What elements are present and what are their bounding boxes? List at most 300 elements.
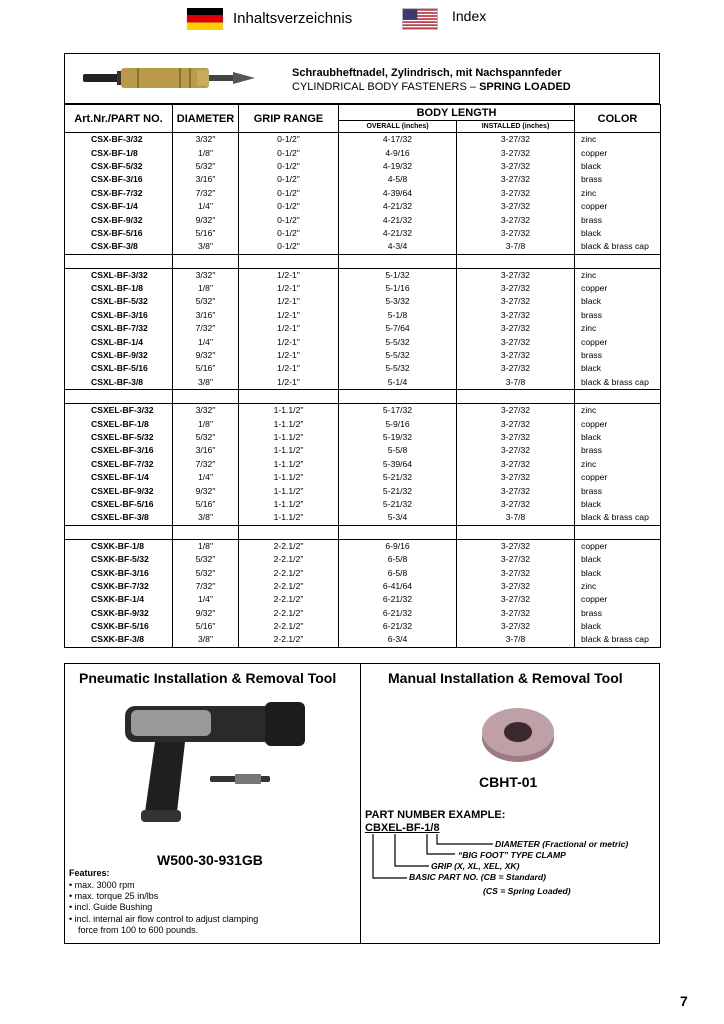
tools-section [64, 663, 660, 944]
separator-cell [339, 390, 457, 404]
grip-range-cell: 1/2-1" [239, 282, 339, 295]
part-no-cell: CSXL-BF-7/32 [65, 322, 173, 335]
inhaltsverzeichnis-link[interactable]: Inhaltsverzeichnis [233, 10, 353, 27]
grip-range-cell: 0-1/2" [239, 240, 339, 254]
installed-cell: 3-27/32 [457, 146, 575, 159]
part-no-cell: CSXK-BF-7/32 [65, 580, 173, 593]
separator-cell [339, 254, 457, 268]
installed-cell: 3-27/32 [457, 566, 575, 579]
installed-cell: 3-7/8 [457, 511, 575, 525]
part-no-cell: CSXK-BF-1/4 [65, 593, 173, 606]
overall-cell: 4-9/16 [339, 146, 457, 159]
color-cell: copper [575, 200, 661, 213]
diameter-cell: 7/32" [173, 580, 239, 593]
color-cell: zinc [575, 322, 661, 335]
overall-cell: 5-5/32 [339, 349, 457, 362]
example-line-clamp: “BIG FOOT” TYPE CLAMP [458, 850, 566, 860]
page-number: 7 [680, 993, 688, 1009]
grip-range-cell: 0-1/2" [239, 173, 339, 186]
overall-cell: 4-39/64 [339, 187, 457, 200]
grip-range-cell: 2-2.1/2" [239, 607, 339, 620]
diameter-cell: 1/4" [173, 593, 239, 606]
diameter-cell: 5/32" [173, 566, 239, 579]
diameter-cell: 9/32" [173, 484, 239, 497]
table-row [65, 539, 661, 553]
features-list [69, 880, 258, 936]
color-cell: copper [575, 282, 661, 295]
grip-range-cell: 1/2-1" [239, 309, 339, 322]
overall-cell: 5-21/32 [339, 471, 457, 484]
manual-tool-title: Manual Installation & Removal Tool [388, 670, 623, 686]
overall-cell: 6-3/4 [339, 633, 457, 647]
table-row [65, 187, 661, 200]
overall-cell: 6-41/64 [339, 580, 457, 593]
table-row [65, 471, 661, 484]
separator-cell [239, 525, 339, 539]
grip-range-cell: 2-2.1/2" [239, 633, 339, 647]
part-no-cell: CSXK-BF-1/8 [65, 539, 173, 553]
table-row [65, 633, 661, 647]
diameter-cell: 9/32" [173, 349, 239, 362]
feature-item: • incl. Guide Bushing [69, 902, 258, 913]
overall-cell: 4-19/32 [339, 160, 457, 173]
installed-cell: 3-27/32 [457, 160, 575, 173]
table-row [65, 417, 661, 430]
grip-range-cell: 1-1.1/2" [239, 484, 339, 497]
separator-cell [173, 254, 239, 268]
part-no-cell: CSXL-BF-1/4 [65, 335, 173, 348]
grip-range-cell: 1/2-1" [239, 295, 339, 308]
color-cell: black & brass cap [575, 511, 661, 525]
fastener-image [79, 62, 269, 94]
color-cell: zinc [575, 187, 661, 200]
feature-item: • max. torque 25 in/lbs [69, 891, 258, 902]
part-no-cell: CSXEL-BF-1/8 [65, 417, 173, 430]
installed-cell: 3-7/8 [457, 240, 575, 254]
grip-range-cell: 1/2-1" [239, 322, 339, 335]
group-separator [65, 390, 661, 404]
diameter-cell: 1/4" [173, 200, 239, 213]
table-row [65, 173, 661, 186]
color-cell: brass [575, 213, 661, 226]
part-no-cell: CSXL-BF-3/16 [65, 309, 173, 322]
overall-cell: 4-17/32 [339, 133, 457, 147]
grip-range-cell: 1-1.1/2" [239, 444, 339, 457]
grip-range-cell: 2-2.1/2" [239, 539, 339, 553]
grip-range-cell: 1-1.1/2" [239, 404, 339, 418]
diameter-cell: 7/32" [173, 458, 239, 471]
diameter-cell: 3/16" [173, 173, 239, 186]
pneumatic-tool-image [115, 692, 315, 842]
table-row [65, 580, 661, 593]
features-heading: Features: [69, 868, 110, 878]
color-cell: black [575, 498, 661, 511]
diameter-cell: 5/16" [173, 620, 239, 633]
separator-cell [65, 390, 173, 404]
diameter-cell: 9/32" [173, 607, 239, 620]
separator-cell [65, 254, 173, 268]
part-no-cell: CSXK-BF-3/16 [65, 566, 173, 579]
table-row [65, 309, 661, 322]
product-header [64, 53, 660, 104]
grip-range-cell: 2-2.1/2" [239, 620, 339, 633]
grip-range-cell: 1/2-1" [239, 362, 339, 375]
overall-cell: 4-21/32 [339, 213, 457, 226]
part-no-cell: CSXEL-BF-9/32 [65, 484, 173, 497]
title-english: CYLINDRICAL BODY FASTENERS – SPRING LOADED [292, 81, 571, 93]
table-row [65, 404, 661, 418]
installed-cell: 3-27/32 [457, 173, 575, 186]
table-row [65, 349, 661, 362]
part-no-cell: CSXK-BF-5/32 [65, 553, 173, 566]
overall-cell: 5-1/8 [339, 309, 457, 322]
diameter-cell: 3/32" [173, 404, 239, 418]
feature-item: • incl. internal air flow control to adjust clamping [69, 914, 258, 925]
overall-cell: 5-5/8 [339, 444, 457, 457]
installed-cell: 3-27/32 [457, 309, 575, 322]
overall-cell: 6-5/8 [339, 553, 457, 566]
separator-cell [65, 525, 173, 539]
separator-cell [339, 525, 457, 539]
part-no-cell: CSX-BF-1/8 [65, 146, 173, 159]
diameter-cell: 3/8" [173, 376, 239, 390]
part-no-cell: CSX-BF-1/4 [65, 200, 173, 213]
diameter-cell: 3/16" [173, 309, 239, 322]
diameter-cell: 1/8" [173, 417, 239, 430]
color-cell: copper [575, 593, 661, 606]
overall-cell: 5-5/32 [339, 362, 457, 375]
installed-cell: 3-27/32 [457, 335, 575, 348]
top-nav [0, 6, 724, 32]
example-line-grip: GRIP (X, XL, XEL, XK) [431, 861, 520, 871]
color-cell: black [575, 160, 661, 173]
installed-cell: 3-27/32 [457, 620, 575, 633]
overall-cell: 5-19/32 [339, 431, 457, 444]
overall-cell: 5-1/16 [339, 282, 457, 295]
overall-cell: 5-3/4 [339, 511, 457, 525]
title-german: Schraubheftnadel, Zylindrisch, mit Nachspannfeder [292, 67, 562, 79]
grip-range-cell: 1-1.1/2" [239, 417, 339, 430]
part-no-cell: CSX-BF-9/32 [65, 213, 173, 226]
overall-cell: 5-3/32 [339, 295, 457, 308]
installed-cell: 3-27/32 [457, 580, 575, 593]
grip-range-cell: 0-1/2" [239, 187, 339, 200]
overall-cell: 6-21/32 [339, 593, 457, 606]
overall-cell: 6-21/32 [339, 620, 457, 633]
color-cell: copper [575, 335, 661, 348]
manual-part-number: CBHT-01 [479, 774, 538, 790]
overall-cell: 4-21/32 [339, 227, 457, 240]
table-row [65, 282, 661, 295]
part-no-cell: CSX-BF-5/32 [65, 160, 173, 173]
diameter-cell: 7/32" [173, 322, 239, 335]
installed-cell: 3-7/8 [457, 376, 575, 390]
color-cell: brass [575, 309, 661, 322]
diameter-cell: 1/8" [173, 146, 239, 159]
overall-cell: 6-21/32 [339, 607, 457, 620]
diameter-cell: 3/32" [173, 133, 239, 147]
grip-range-cell: 2-2.1/2" [239, 566, 339, 579]
separator-cell [575, 254, 661, 268]
table-row [65, 133, 661, 147]
table-row [65, 240, 661, 254]
parts-table-body [65, 133, 661, 648]
diameter-cell: 9/32" [173, 213, 239, 226]
table-row [65, 146, 661, 159]
table-row [65, 227, 661, 240]
grip-range-cell: 1-1.1/2" [239, 471, 339, 484]
table-row [65, 566, 661, 579]
installed-cell: 3-27/32 [457, 200, 575, 213]
color-cell: black [575, 553, 661, 566]
header-title [292, 66, 571, 94]
overall-cell: 4-5/8 [339, 173, 457, 186]
diameter-cell: 7/32" [173, 187, 239, 200]
installed-cell: 3-27/32 [457, 322, 575, 335]
part-no-cell: CSX-BF-3/16 [65, 173, 173, 186]
overall-cell: 5-21/32 [339, 484, 457, 497]
manual-tool-image [469, 700, 567, 768]
diameter-cell: 1/8" [173, 282, 239, 295]
part-no-cell: CSX-BF-3/8 [65, 240, 173, 254]
installed-cell: 3-27/32 [457, 404, 575, 418]
color-cell: zinc [575, 458, 661, 471]
part-no-cell: CSXEL-BF-1/4 [65, 471, 173, 484]
german-flag-icon[interactable] [187, 8, 223, 30]
table-row [65, 200, 661, 213]
color-cell: copper [575, 471, 661, 484]
color-cell: black & brass cap [575, 376, 661, 390]
pneumatic-tool-title: Pneumatic Installation & Removal Tool [79, 670, 337, 686]
part-no-cell: CSX-BF-5/16 [65, 227, 173, 240]
pneumatic-part-number: W500-30-931GB [157, 852, 263, 868]
separator-cell [457, 390, 575, 404]
installed-cell: 3-27/32 [457, 539, 575, 553]
diameter-cell: 1/8" [173, 539, 239, 553]
col-color: COLOR [575, 105, 661, 133]
us-flag-icon[interactable] [402, 8, 438, 30]
color-cell: brass [575, 349, 661, 362]
grip-range-cell: 2-2.1/2" [239, 580, 339, 593]
grip-range-cell: 2-2.1/2" [239, 593, 339, 606]
separator-cell [457, 525, 575, 539]
color-cell: zinc [575, 133, 661, 147]
grip-range-cell: 1-1.1/2" [239, 458, 339, 471]
grip-range-cell: 0-1/2" [239, 146, 339, 159]
diameter-cell: 3/8" [173, 511, 239, 525]
diameter-cell: 5/16" [173, 498, 239, 511]
overall-cell: 4-21/32 [339, 200, 457, 213]
installed-cell: 3-27/32 [457, 268, 575, 282]
section-divider [360, 664, 361, 943]
table-row [65, 295, 661, 308]
example-line-diameter: DIAMETER (Fractional or metric) [495, 839, 629, 849]
diameter-cell: 5/32" [173, 553, 239, 566]
part-no-cell: CSXL-BF-5/32 [65, 295, 173, 308]
color-cell: black & brass cap [575, 633, 661, 647]
feature-item: force from 100 to 600 pounds. [78, 924, 199, 935]
color-cell: black [575, 566, 661, 579]
grip-range-cell: 1/2-1" [239, 349, 339, 362]
installed-cell: 3-27/32 [457, 213, 575, 226]
grip-range-cell: 1/2-1" [239, 376, 339, 390]
grip-range-cell: 2-2.1/2" [239, 553, 339, 566]
table-row [65, 484, 661, 497]
table-row [65, 322, 661, 335]
overall-cell: 4-3/4 [339, 240, 457, 254]
diameter-cell: 5/32" [173, 295, 239, 308]
installed-cell: 3-27/32 [457, 362, 575, 375]
installed-cell: 3-27/32 [457, 227, 575, 240]
overall-cell: 5-9/16 [339, 417, 457, 430]
feature-item: • max. 3000 rpm [69, 880, 258, 891]
installed-cell: 3-27/32 [457, 187, 575, 200]
overall-cell: 5-21/32 [339, 498, 457, 511]
overall-cell: 5-1/32 [339, 268, 457, 282]
table-row [65, 593, 661, 606]
table-row [65, 607, 661, 620]
diameter-cell: 5/32" [173, 160, 239, 173]
diameter-cell: 5/32" [173, 431, 239, 444]
part-no-cell: CSXL-BF-5/16 [65, 362, 173, 375]
installed-cell: 3-27/32 [457, 458, 575, 471]
overall-cell: 5-39/64 [339, 458, 457, 471]
installed-cell: 3-27/32 [457, 471, 575, 484]
separator-cell [173, 525, 239, 539]
color-cell: black [575, 295, 661, 308]
installed-cell: 3-27/32 [457, 607, 575, 620]
diameter-cell: 3/16" [173, 444, 239, 457]
color-cell: black [575, 227, 661, 240]
installed-cell: 3-27/32 [457, 484, 575, 497]
col-overall: OVERALL (inches) [339, 121, 457, 133]
installed-cell: 3-27/32 [457, 498, 575, 511]
overall-cell: 5-1/4 [339, 376, 457, 390]
installed-cell: 3-27/32 [457, 444, 575, 457]
diameter-cell: 3/8" [173, 240, 239, 254]
part-no-cell: CSXEL-BF-3/16 [65, 444, 173, 457]
col-diameter: DIAMETER [173, 105, 239, 133]
color-cell: brass [575, 607, 661, 620]
example-line-basic: BASIC PART NO. (CB = Standard) [409, 872, 546, 882]
col-installed: INSTALLED (inches) [457, 121, 575, 133]
grip-range-cell: 0-1/2" [239, 200, 339, 213]
table-row [65, 458, 661, 471]
table-row [65, 620, 661, 633]
table-row [65, 444, 661, 457]
installed-cell: 3-27/32 [457, 133, 575, 147]
part-no-cell: CSXL-BF-1/8 [65, 282, 173, 295]
table-row [65, 160, 661, 173]
table-row [65, 511, 661, 525]
color-cell: copper [575, 146, 661, 159]
part-no-cell: CSXL-BF-9/32 [65, 349, 173, 362]
grip-range-cell: 1-1.1/2" [239, 431, 339, 444]
installed-cell: 3-27/32 [457, 295, 575, 308]
diameter-cell: 3/32" [173, 268, 239, 282]
part-no-cell: CSXK-BF-9/32 [65, 607, 173, 620]
part-number-example-code: CBXEL-BF-1/8 [365, 822, 440, 834]
part-no-cell: CSXEL-BF-5/16 [65, 498, 173, 511]
col-grip-range: GRIP RANGE [239, 105, 339, 133]
part-no-cell: CSXL-BF-3/32 [65, 268, 173, 282]
color-cell: brass [575, 444, 661, 457]
table-row [65, 268, 661, 282]
part-no-cell: CSXK-BF-3/8 [65, 633, 173, 647]
color-cell: copper [575, 417, 661, 430]
installed-cell: 3-27/32 [457, 431, 575, 444]
installed-cell: 3-27/32 [457, 282, 575, 295]
part-no-cell: CSXEL-BF-3/32 [65, 404, 173, 418]
diameter-cell: 1/4" [173, 471, 239, 484]
table-row [65, 553, 661, 566]
separator-cell [575, 390, 661, 404]
col-part-no: Art.Nr./PART NO. [65, 105, 173, 133]
grip-range-cell: 0-1/2" [239, 160, 339, 173]
grip-range-cell: 0-1/2" [239, 227, 339, 240]
installed-cell: 3-27/32 [457, 553, 575, 566]
part-no-cell: CSXL-BF-3/8 [65, 376, 173, 390]
separator-cell [239, 390, 339, 404]
grip-range-cell: 0-1/2" [239, 133, 339, 147]
color-cell: black [575, 362, 661, 375]
overall-cell: 6-9/16 [339, 539, 457, 553]
installed-cell: 3-7/8 [457, 633, 575, 647]
grip-range-cell: 1-1.1/2" [239, 511, 339, 525]
part-no-cell: CSXK-BF-5/16 [65, 620, 173, 633]
color-cell: copper [575, 539, 661, 553]
installed-cell: 3-27/32 [457, 593, 575, 606]
diameter-cell: 5/16" [173, 362, 239, 375]
diameter-cell: 1/4" [173, 335, 239, 348]
installed-cell: 3-27/32 [457, 349, 575, 362]
overall-cell: 5-7/64 [339, 322, 457, 335]
color-cell: brass [575, 173, 661, 186]
separator-cell [575, 525, 661, 539]
color-cell: black [575, 620, 661, 633]
part-no-cell: CSXEL-BF-5/32 [65, 431, 173, 444]
overall-cell: 5-5/32 [339, 335, 457, 348]
group-separator [65, 254, 661, 268]
table-row [65, 213, 661, 226]
parts-table [64, 104, 660, 648]
part-no-cell: CSXEL-BF-3/8 [65, 511, 173, 525]
diameter-cell: 3/8" [173, 633, 239, 647]
table-row [65, 498, 661, 511]
overall-cell: 5-17/32 [339, 404, 457, 418]
grip-range-cell: 1-1.1/2" [239, 498, 339, 511]
example-line-spring: (CS = Spring Loaded) [483, 886, 571, 896]
col-body-length: BODY LENGTH [339, 105, 575, 121]
table-row [65, 431, 661, 444]
color-cell: zinc [575, 268, 661, 282]
part-no-cell: CSXEL-BF-7/32 [65, 458, 173, 471]
grip-range-cell: 1/2-1" [239, 268, 339, 282]
color-cell: zinc [575, 404, 661, 418]
table-row [65, 335, 661, 348]
separator-cell [239, 254, 339, 268]
part-no-cell: CSX-BF-3/32 [65, 133, 173, 147]
index-link[interactable]: Index [452, 8, 487, 24]
diameter-cell: 5/16" [173, 227, 239, 240]
installed-cell: 3-27/32 [457, 417, 575, 430]
part-no-cell: CSX-BF-7/32 [65, 187, 173, 200]
separator-cell [457, 254, 575, 268]
color-cell: black [575, 431, 661, 444]
separator-cell [173, 390, 239, 404]
grip-range-cell: 0-1/2" [239, 213, 339, 226]
group-separator [65, 525, 661, 539]
